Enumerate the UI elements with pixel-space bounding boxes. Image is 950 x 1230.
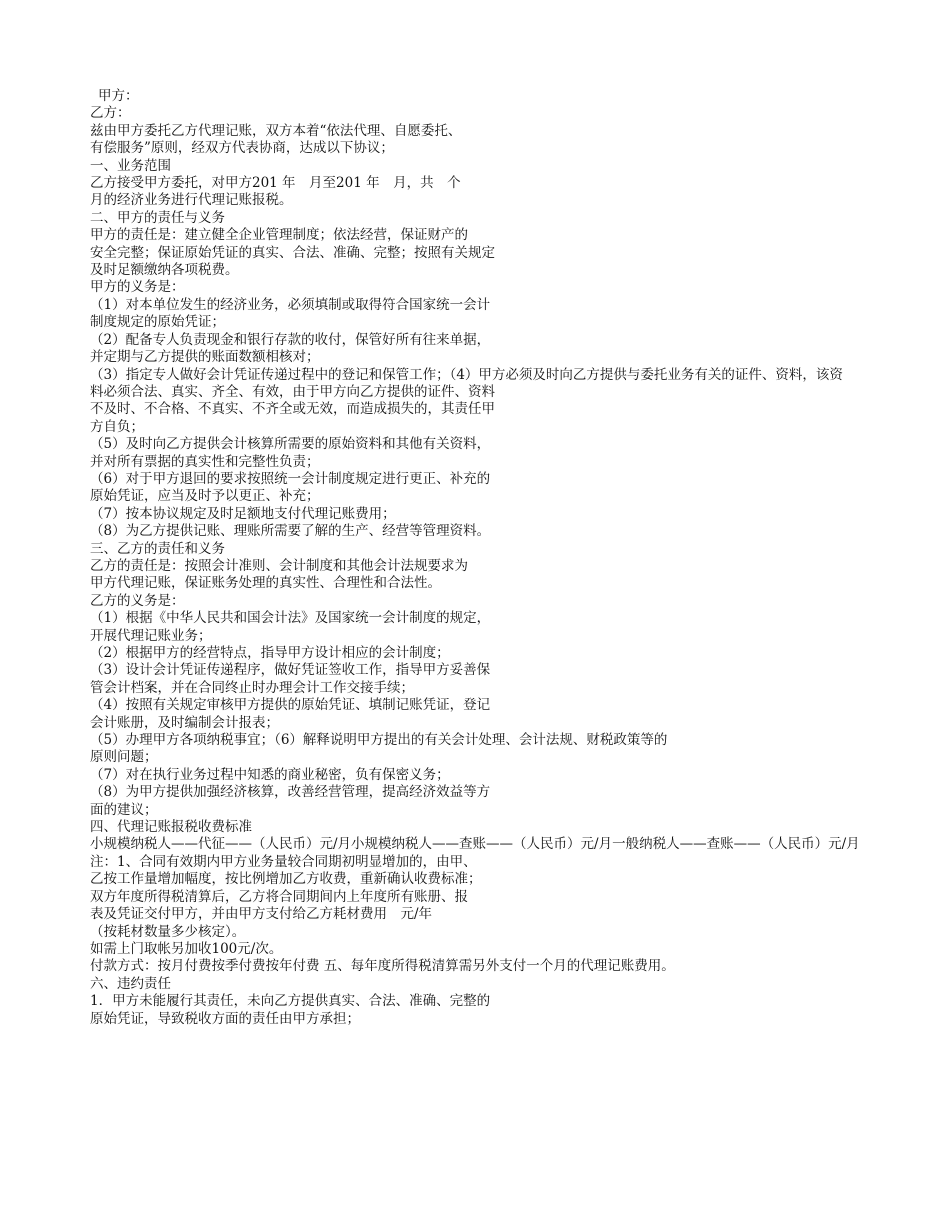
party-a-item-3-4: （3）指定专人做好会计凭证传递过程中的登记和保管工作；（4）甲方必须及时向乙方提供与委托业务有关的证件、资料，该资 <box>90 366 843 383</box>
party-b-item-7: （7）对在执行业务过程中知悉的商业秘密，负有保密义务； <box>90 766 450 783</box>
party-b-obligations-heading: 乙方的义务是： <box>90 592 185 609</box>
party-b-item-4-line-2: 会计账册，及时编制会计报表； <box>90 714 279 731</box>
party-a-item-5-line-1: （5）及时向乙方提供会计核算所需要的原始资料和其他有关资料， <box>90 436 491 453</box>
fee-note-line-4: 表及凭证交付甲方，并由甲方支付给乙方耗材费用 元/年 <box>90 906 433 923</box>
party-a-item-1-line-2: 制度规定的原始凭证； <box>90 314 225 331</box>
party-a-label: 甲方： <box>98 88 139 104</box>
party-b-item-8-line-1: （8）为甲方提供加强经济核算，改善经营管理，提高经济效益等方 <box>90 784 491 801</box>
fee-standard: 小规模纳税人——代征——（人民币）元/月小规模纳税人——查账——（人民币）元/月一般纳税人——查账——（人民币）元/月 <box>90 836 860 853</box>
party-a-obligations-heading: 甲方的义务是： <box>90 279 185 296</box>
party-a-item-2-line-2: 并定期与乙方提供的账面数额相核对； <box>90 349 320 366</box>
fee-note-line-5: （按耗材数量多少核定）。 <box>90 923 246 940</box>
scope-line-2: 月的经济业务进行代理记账报税。 <box>90 192 293 209</box>
party-a-item-8: （8）为乙方提供记账、理账所需要了解的生产、经营等管理资料。 <box>90 523 491 540</box>
fee-note-line-3: 双方年度所得税清算后，乙方将合同期间内上年度所有账册、报 <box>90 888 468 905</box>
party-a-duty-line-2: 安全完整；保证原始凭证的真实、合法、准确、完整；按照有关规定 <box>90 244 495 261</box>
party-b-item-5-6: （5）办理甲方各项纳税事宜；（6）解释说明甲方提出的有关会计处理、会计法规、财税政策等的 <box>90 732 668 749</box>
party-a-item-5-line-2: 并对所有票据的真实性和完整性负责； <box>90 453 320 470</box>
section-heading-fees: 四、代理记账报税收费标准 <box>90 819 252 836</box>
party-b-item-2: （2）根据甲方的经营特点，指导甲方设计相应的会计制度； <box>90 645 450 661</box>
party-a-item-4-line-3: 不及时、不合格、不真实、不齐全或无效，而造成损失的，其责任甲 <box>90 401 495 418</box>
party-a-item-4-line-4: 方自负； <box>90 418 144 435</box>
section-heading-party-b: 三、乙方的责任和义务 <box>90 540 225 557</box>
scope-line-1: 乙方接受甲方委托，对甲方201 年 月至201 年 月，共 个 <box>90 175 461 192</box>
party-b-item-6-line-2: 原则问题； <box>90 749 158 766</box>
fee-note-line-2: 乙按工作量增加幅度，按比例增加乙方收费，重新确认收费标准； <box>90 871 482 888</box>
section-heading-scope: 一、业务范围 <box>90 157 171 174</box>
party-a-duty-line-1: 甲方的责任是：建立健全企业管理制度；依法经营，保证财产的 <box>90 227 468 244</box>
party-a-duty-line-3: 及时足额缴纳各项税费。 <box>90 262 239 279</box>
party-a-item-4-line-2: 料必须合法、真实、齐全、有效，由于甲方向乙方提供的证件、资料 <box>90 383 495 400</box>
preamble-line-2: 有偿服务”原则，经双方代表协商，达成以下协议； <box>90 140 394 157</box>
party-b-item-3-line-2: 管会计档案，并在合同终止时办理会计工作交接手续； <box>90 679 414 696</box>
liability-item-1-line-1: 1．甲方未能履行其责任，未向乙方提供真实、合法、准确、完整的 <box>90 993 491 1010</box>
contract-document <box>90 88 860 1028</box>
party-a-item-2-line-1: （2）配备专人负责现金和银行存款的收付，保管好所有往来单据， <box>90 331 491 348</box>
party-b-item-8-line-2: 面的建议； <box>90 801 158 818</box>
onsite-fee: 如需上门取帐另加收100元/次。 <box>90 940 283 957</box>
party-a-item-6-line-1: （6）对于甲方退回的要求按照统一会计制度规定进行更正、补充的 <box>90 470 491 487</box>
party-b-item-4-line-1: （4）按照有关规定审核甲方提供的原始凭证、填制记账凭证，登记 <box>90 697 491 714</box>
party-b-item-3-line-1: （3）设计会计凭证传递程序，做好凭证签收工作，指导甲方妥善保 <box>90 662 491 679</box>
fee-note-line-1: 注：1、合同有效期内甲方业务量较合同期初明显增加的，由甲、 <box>90 853 477 870</box>
section-heading-liability: 六、违约责任 <box>90 975 171 992</box>
party-b-item-1-line-2: 开展代理记账业务； <box>90 627 212 644</box>
party-a-item-6-line-2: 原始凭证，应当及时予以更正、补充； <box>90 488 320 505</box>
payment-method: 付款方式：按月付费按季付费按年付费 五、每年度所得税清算需另外支付一个月的代理记账费用。 <box>90 958 675 975</box>
party-b-duty-line-1: 乙方的责任是：按照会计准则、会计制度和其他会计法规要求为 <box>90 557 468 574</box>
liability-item-1-line-2: 原始凭证，导致税收方面的责任由甲方承担； <box>90 1010 360 1027</box>
party-a-item-1-line-1: （1）对本单位发生的经济业务，必须填制或取得符合国家统一会计 <box>90 296 491 313</box>
party-b-duty-line-2: 甲方代理记账，保证账务处理的真实性、合理性和合法性。 <box>90 575 441 592</box>
section-heading-party-a: 二、甲方的责任与义务 <box>90 209 225 226</box>
preamble-line-1: 兹由甲方委托乙方代理记账，双方本着“依法代理、自愿委托、 <box>90 122 462 139</box>
party-b-label: 乙方： <box>90 105 131 122</box>
party-b-item-1-line-1: （1）根据《中华人民共和国会计法》及国家统一会计制度的规定， <box>90 610 491 627</box>
party-a-item-7: （7）按本协议规定及时足额地支付代理记账费用； <box>90 505 396 522</box>
